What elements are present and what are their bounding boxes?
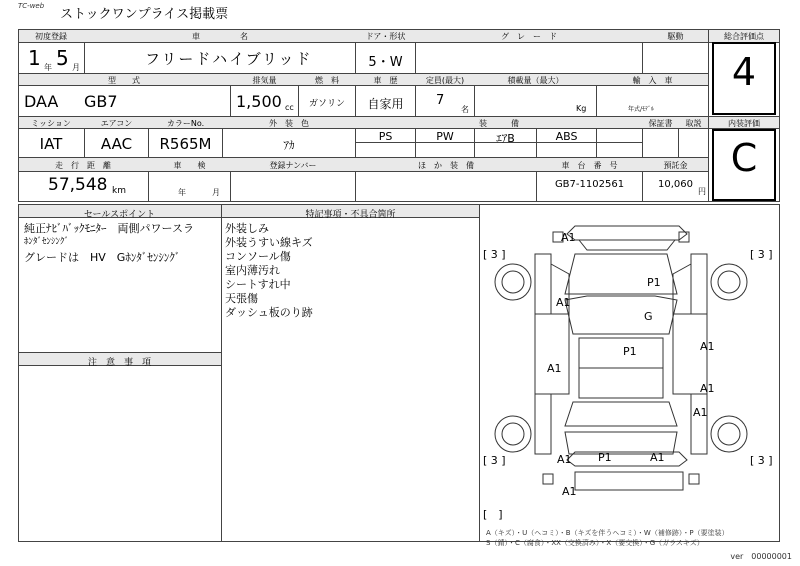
chassis-label: 車 台 番 号 bbox=[561, 161, 618, 170]
model-prefix: DAA bbox=[24, 92, 59, 111]
first-reg-year: 1 bbox=[28, 46, 41, 70]
mark-hood-p1: P1 bbox=[647, 276, 661, 289]
remark-line-5: シートすれ中 bbox=[225, 278, 291, 291]
bracket-bottom-left: [ 3 ] bbox=[483, 454, 506, 467]
bracket-bottom-right: [ 3 ] bbox=[750, 454, 773, 467]
chassis-number: GB7-1102561 bbox=[554, 179, 625, 190]
mark-rear-p1: P1 bbox=[598, 451, 612, 464]
mileage-value: 57,548 bbox=[48, 175, 108, 195]
remarks-title: 特記事項・不具合箇所 bbox=[305, 210, 396, 220]
interior-score: C bbox=[730, 136, 758, 180]
sales-line-2: ﾎﾝﾀﾞｾﾝｼﾝｸﾞ bbox=[24, 237, 70, 247]
displacement-unit: cc bbox=[285, 103, 294, 112]
first-reg-label: 初度登録 bbox=[35, 32, 67, 41]
load-unit: Kg bbox=[576, 104, 587, 113]
sales-points-title: セールスポイント bbox=[83, 210, 156, 220]
mark-right-a1-mid: A1 bbox=[700, 382, 715, 395]
fuel-label: 燃 料 bbox=[315, 76, 339, 85]
tc-web-logo: TC-web bbox=[18, 2, 45, 10]
model-code: GB7 bbox=[84, 92, 118, 111]
equip-ps: PS bbox=[378, 130, 393, 143]
legend-line-1: A（キズ）・U（ヘコミ）・B（キズを伴うヘコミ）・W（補修跡）・P（要塗装） bbox=[486, 529, 729, 537]
mileage-label: 走 行 距 離 bbox=[55, 161, 111, 170]
fuel-value: ガソリン bbox=[308, 99, 345, 109]
grade-label: グ レ ー ド bbox=[501, 32, 557, 41]
exterior-color-value: ｱｶ bbox=[283, 139, 295, 152]
capacity-label: 定員(最大) bbox=[425, 76, 465, 85]
mark-right-a1-low: A1 bbox=[693, 406, 708, 419]
aircon-value: AAC bbox=[100, 135, 133, 153]
door-label: ドア・形状 bbox=[365, 32, 406, 41]
bracket-bottom: [ ] bbox=[483, 508, 503, 521]
manual-label: 取説 bbox=[685, 119, 702, 128]
remark-line-3: コンソール傷 bbox=[225, 250, 291, 263]
color-no-label: カラーNo. bbox=[166, 119, 205, 128]
mark-glass-g: G bbox=[644, 310, 653, 323]
displacement-label: 排気量 bbox=[252, 76, 277, 85]
version-label: ver 00000001 bbox=[730, 552, 792, 561]
car-name-label: 車 名 bbox=[192, 32, 248, 41]
sheet-title: ストックワンプライス掲載票 bbox=[60, 7, 229, 22]
equip-airbag: ｴｱB bbox=[496, 132, 515, 145]
history-label: 車 歴 bbox=[373, 76, 398, 85]
type-label: 型 式 bbox=[108, 76, 140, 85]
mark-rear-a1-left: A1 bbox=[557, 453, 572, 466]
damage-legend bbox=[486, 528, 786, 548]
overall-score: 4 bbox=[731, 50, 757, 94]
mark-bumper-a1: A1 bbox=[562, 485, 577, 498]
month-unit: 月 bbox=[72, 63, 80, 72]
legend-line-2: S（錆）・C（腐食）・XX（交換済み）・X（要交換）・G（ガラスキズ） bbox=[486, 539, 704, 547]
deposit-value: 10,060 bbox=[658, 179, 693, 190]
mark-right-a1-top: A1 bbox=[700, 340, 715, 353]
mission-value: IAT bbox=[39, 135, 63, 153]
mission-label: ミッション bbox=[31, 119, 71, 128]
year-unit: 年 bbox=[44, 63, 52, 72]
capacity-unit: 名 bbox=[461, 105, 469, 114]
inspection-month-unit: 月 bbox=[212, 188, 220, 197]
car-damage-diagram bbox=[479, 204, 779, 526]
mark-left-a1: A1 bbox=[556, 296, 571, 309]
remark-line-2: 外装うすい線キズ bbox=[225, 236, 313, 249]
equipment-label: 装 備 bbox=[479, 119, 519, 128]
deposit-unit: 円 bbox=[698, 187, 706, 196]
displacement-value: 1,500 bbox=[236, 92, 282, 111]
overall-score-label: 総合評価点 bbox=[724, 32, 764, 41]
sales-line-1: 純正ﾅﾋﾞﾊﾞｯｸﾓﾆﾀｰ 両側パワースラ bbox=[24, 222, 194, 235]
exterior-color-label: 外 装 色 bbox=[269, 119, 309, 128]
load-label: 積載量（最大） bbox=[507, 76, 564, 85]
plate-label: 登録ナンバー bbox=[269, 161, 317, 170]
other-equip-label: ほ か 装 備 bbox=[418, 161, 474, 170]
import-year: 年式/ﾓﾃﾞﾙ bbox=[628, 106, 655, 113]
mark-front-a1: A1 bbox=[561, 231, 576, 244]
inspection-year-unit: 年 bbox=[178, 188, 186, 197]
bracket-top-left: [ 3 ] bbox=[483, 248, 506, 261]
warranty-label: 保証書 bbox=[648, 119, 673, 128]
mileage-unit: km bbox=[112, 186, 126, 196]
caution-title: 注 意 事 項 bbox=[87, 358, 151, 368]
remark-line-1: 外装しみ bbox=[225, 222, 269, 235]
car-name: フリードハイブリッド bbox=[145, 50, 313, 68]
mark-rear-a1-right: A1 bbox=[650, 451, 665, 464]
equip-pw: PW bbox=[436, 130, 454, 143]
color-no-value: R565M bbox=[159, 135, 212, 153]
mark-left-a1-mid: A1 bbox=[547, 362, 562, 375]
remark-line-4: 室内薄汚れ bbox=[225, 264, 280, 277]
first-reg-month: 5 bbox=[56, 46, 69, 70]
sales-line-3: グレードは HV Gﾎﾝﾀﾞｾﾝｼﾝｸﾞ bbox=[24, 251, 181, 264]
capacity-value: 7 bbox=[436, 93, 445, 108]
import-label: 輸 入 車 bbox=[632, 76, 673, 85]
remark-line-6: 天張傷 bbox=[225, 292, 258, 305]
bracket-top-right: [ 3 ] bbox=[750, 248, 773, 261]
equip-abs: ABS bbox=[555, 130, 578, 143]
remark-line-7: ダッシュ板のり跡 bbox=[225, 306, 313, 319]
inspection-label: 車 検 bbox=[173, 161, 206, 170]
history-value: 自家用 bbox=[367, 97, 404, 111]
mark-roof-p1: P1 bbox=[623, 345, 637, 358]
aircon-label: エアコン bbox=[100, 119, 133, 128]
interior-score-label: 内装評価 bbox=[728, 119, 760, 128]
deposit-label: 預託金 bbox=[663, 161, 688, 170]
drive-label: 駆動 bbox=[667, 32, 684, 41]
door-shape: 5・W bbox=[368, 55, 403, 70]
